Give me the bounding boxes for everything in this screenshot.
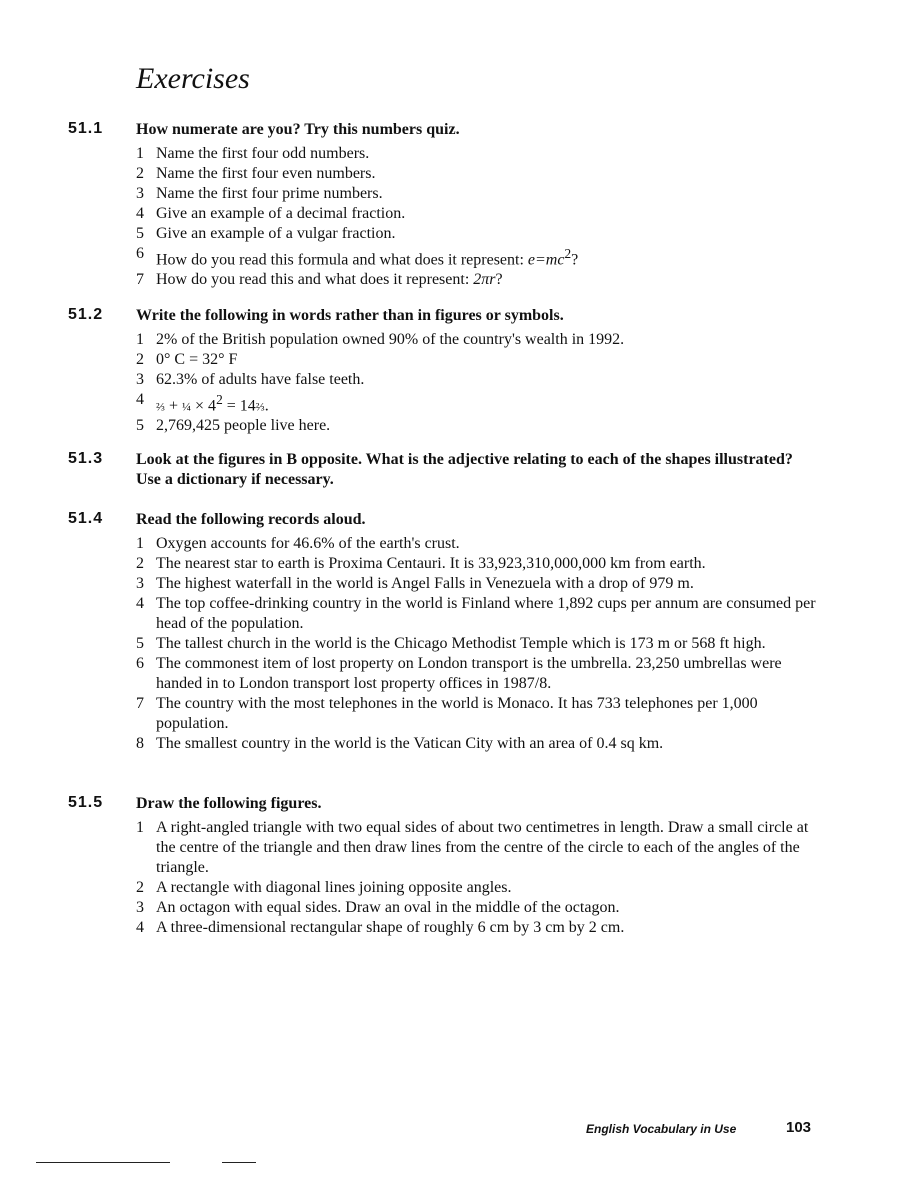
page-title: Exercises: [136, 62, 250, 95]
item-text: How do you read this formula and what does it represent:: [156, 251, 524, 269]
item-text: Give an example of a vulgar fraction.: [156, 225, 396, 242]
expression-end: .: [264, 397, 269, 415]
list-item: [136, 654, 816, 694]
item-number: 4: [136, 595, 144, 612]
list-item: [136, 390, 816, 416]
exercise-number: 51.3: [68, 450, 104, 467]
item-number: 7: [136, 695, 144, 712]
fraction: ¼: [182, 399, 192, 414]
list-item: [136, 594, 816, 634]
item-number: 3: [136, 575, 144, 592]
item-text: The tallest church in the world is the Chicago Methodist Temple which is 173 m or 568 ft high.: [156, 635, 766, 652]
item-text: Oxygen accounts for 46.6% of the earth's crust.: [156, 535, 460, 552]
list-item: [136, 898, 816, 918]
item-text: A rectangle with diagonal lines joining opposite angles.: [156, 879, 512, 896]
item-text: A right-angled triangle with two equal sides of about two centimetres in length. Draw a small circle at the centre of the triangle and then draw lines from the centre of the circle to each of the angles of the triangle.: [156, 819, 809, 876]
exercise-items: [136, 818, 816, 938]
item-text: Name the first four odd numbers.: [156, 145, 370, 162]
exercise-items: [136, 534, 816, 754]
item-text: 2% of the British population owned 90% of the country's wealth in 1992.: [156, 331, 625, 348]
item-text: The country with the most telephones in the world is Monaco. It has 733 telephones per 1,000 population.: [156, 695, 758, 732]
item-number: 1: [136, 145, 144, 162]
page-number: 103: [786, 1119, 812, 1136]
formula-end: ?: [571, 251, 579, 269]
item-text: Name the first four even numbers.: [156, 165, 376, 182]
exercise-number: 51.1: [68, 120, 104, 137]
item-text: The top coffee-drinking country in the world is Finland where 1,892 cups per annum are consumed per head of the population.: [156, 595, 816, 632]
formula-exponent: 2: [564, 246, 572, 261]
item-text: The highest waterfall in the world is Angel Falls in Venezuela with a drop of 979 m.: [156, 575, 694, 592]
list-item: [136, 224, 816, 244]
formula-end: ?: [495, 271, 503, 289]
list-item: [136, 330, 816, 350]
exercise-prompt: Read the following records aloud.: [136, 511, 366, 528]
exercise-number: 51.5: [68, 794, 104, 811]
list-item: [136, 204, 816, 224]
expression-result: = 14: [222, 397, 256, 415]
item-number: 6: [136, 245, 144, 262]
item-text: An octagon with equal sides. Draw an oval in the middle of the octagon.: [156, 899, 620, 916]
operator: +: [165, 397, 183, 415]
item-number: 2: [136, 879, 144, 896]
item-text: The smallest country in the world is the Vatican City with an area of 0.4 sq km.: [156, 735, 664, 752]
item-number: 5: [136, 225, 144, 242]
item-text: The nearest star to earth is Proxima Centauri. It is 33,923,310,000,000 km from earth.: [156, 555, 706, 572]
list-item: [136, 244, 816, 270]
exercise-prompt: Write the following in words rather than in figures or symbols.: [136, 307, 564, 324]
item-text: A three-dimensional rectangular shape of roughly 6 cm by 3 cm by 2 cm.: [156, 919, 625, 936]
list-item: [136, 818, 816, 878]
expression: × 4: [191, 397, 217, 415]
item-text: How do you read this and what does it represent:: [156, 271, 470, 289]
item-number: 7: [136, 271, 144, 289]
list-item: [136, 270, 816, 290]
formula: e=mc: [527, 251, 565, 269]
item-number: 1: [136, 331, 144, 348]
list-item: [136, 694, 816, 734]
exercise-number: 51.2: [68, 306, 104, 323]
exponent: 2: [216, 392, 223, 407]
footer-rule: [36, 1162, 170, 1163]
item-text: Give an example of a decimal fraction.: [156, 205, 406, 222]
list-item: [136, 878, 816, 898]
footer-rule-short: [222, 1162, 256, 1163]
formula: 2πr: [473, 271, 496, 289]
item-number: 1: [136, 819, 144, 836]
list-item: [136, 370, 816, 390]
fraction: ⅔: [156, 399, 165, 414]
list-item: [136, 734, 816, 754]
list-item: [136, 144, 816, 164]
list-item: [136, 574, 816, 594]
list-item: [136, 534, 816, 554]
exercise-prompt: How numerate are you? Try this numbers quiz.: [136, 121, 460, 138]
item-number: 4: [136, 391, 144, 408]
fraction: ⅔: [255, 399, 265, 414]
exercise-items: [136, 330, 816, 436]
item-number: 2: [136, 555, 144, 572]
item-text: 62.3% of adults have false teeth.: [156, 371, 365, 388]
list-item: [136, 554, 816, 574]
list-item: [136, 350, 816, 370]
exercise-prompt: Look at the figures in B opposite. What is the adjective relating to each of the shapes illustrated? Use a dictionary if necessary.: [136, 451, 793, 488]
item-number: 8: [136, 735, 144, 752]
list-item: [136, 184, 816, 204]
item-number: 5: [136, 417, 144, 435]
item-number: 2: [136, 165, 144, 182]
list-item: [136, 416, 816, 436]
list-item: [136, 634, 816, 654]
item-text: 0° C = 32° F: [156, 351, 238, 368]
item-number: 1: [136, 535, 144, 552]
item-number: 3: [136, 899, 144, 916]
exercise-number: 51.4: [68, 510, 104, 527]
item-number: 4: [136, 205, 144, 222]
item-number: 6: [136, 655, 144, 672]
item-text: 2,769,425 people live here.: [156, 417, 331, 435]
item-number: 4: [136, 919, 144, 936]
item-text: Name the first four prime numbers.: [156, 185, 383, 202]
footer-book-title: English Vocabulary in Use: [586, 1122, 737, 1136]
item-number: 2: [136, 351, 144, 368]
item-number: 5: [136, 635, 144, 652]
list-item: [136, 164, 816, 184]
item-text: The commonest item of lost property on London transport is the umbrella. 23,250 umbrellas were handed in to London transport lost property offices in 1987/8.: [156, 655, 782, 692]
exercise-items: [136, 144, 816, 290]
list-item: [136, 918, 816, 938]
item-number: 3: [136, 185, 144, 202]
exercise-prompt: Draw the following figures.: [136, 795, 322, 812]
item-number: 3: [136, 371, 144, 388]
